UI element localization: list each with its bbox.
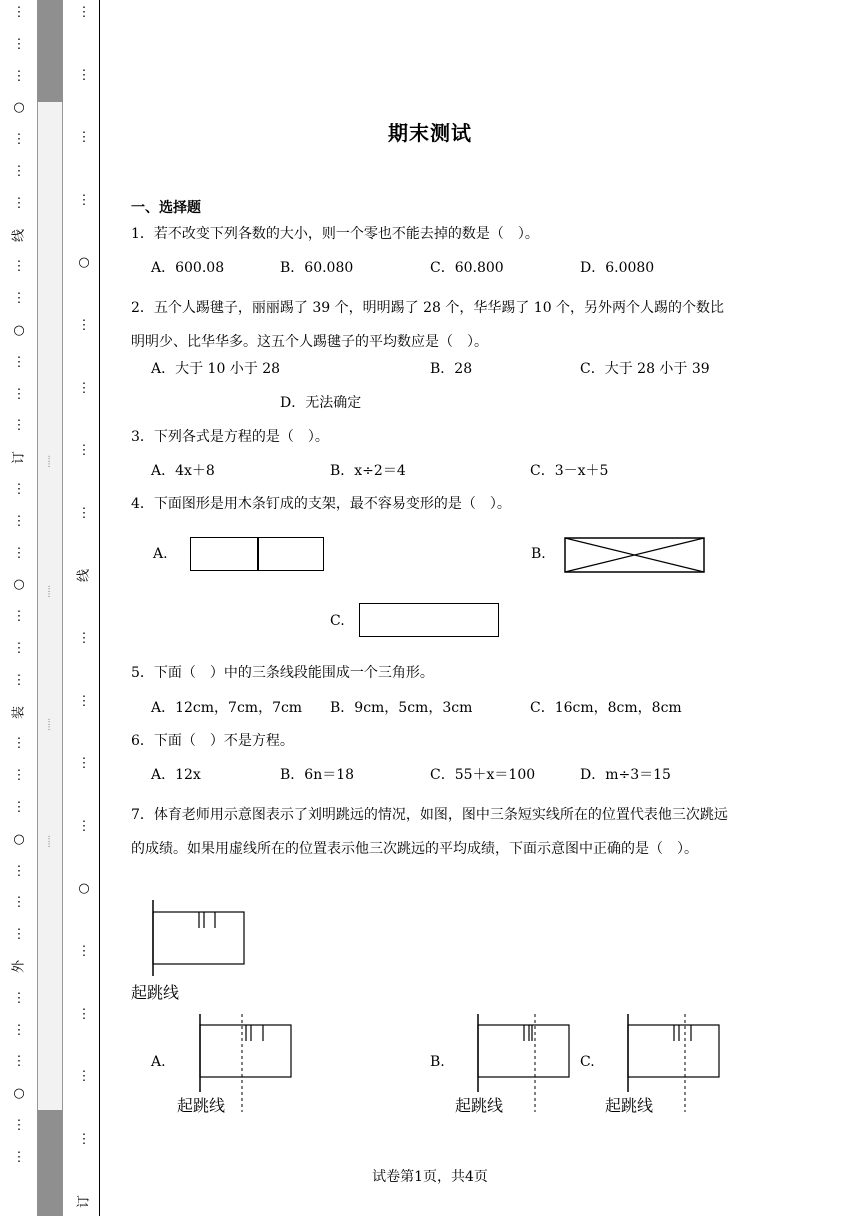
binding-gray-dots: ····· — [44, 835, 53, 848]
q3-option-c: C．3－x＋5 — [530, 463, 609, 479]
binding-dot-mark: ⋮ — [12, 545, 26, 561]
q7-reference-jump-label: 起跳线 — [131, 983, 180, 1002]
q4-frame-a-divider — [257, 538, 259, 570]
binding-dot-mark: ⋮ — [77, 130, 91, 146]
binding-dot-mark: ⋮ — [12, 672, 26, 688]
question-6-stem: 6．下面（ ）不是方程。 — [131, 733, 294, 749]
q5-option-b: B．9cm，5cm，3cm — [330, 700, 473, 716]
binding-char-mark: 装 — [11, 705, 27, 719]
binding-gray-dots: ····· — [44, 718, 53, 731]
question-7-stem: 7．体育老师用示意图表示了刘明跳远的情况，如图，图中三条短实线所在的位置代表他三次跳远的成绩。如果用虚线所在的位置表示他三次跳远的平均成绩，下面示意图中正确的是（ ）。 — [131, 807, 728, 857]
q3-option-a: A．4x＋8 — [151, 463, 215, 479]
q1-option-a: A．600.08 — [151, 260, 225, 276]
binding-dot-mark: ⋮ — [12, 863, 26, 879]
binding-dot-mark: ⋮ — [12, 195, 26, 211]
q2-option-b: B．28 — [430, 361, 473, 377]
binding-dot-mark: ⋮ — [12, 895, 26, 911]
binding-dot-mark: ⋮ — [12, 1118, 26, 1133]
binding-dot-mark: ⋮ — [12, 68, 26, 84]
binding-dark-block-bottom — [37, 1110, 63, 1216]
binding-dot-mark: ⋮ — [77, 505, 91, 521]
binding-dot-mark: ⋮ — [12, 609, 26, 625]
q4-option-a-label: A. — [153, 546, 168, 562]
binding-dot-mark: ⋮ — [12, 354, 26, 370]
binding-dot-mark: ⋮ — [77, 318, 91, 333]
binding-dot-mark: ⋮ — [77, 818, 91, 834]
q4-frame-b — [564, 537, 706, 574]
q7-reference-diagram — [148, 898, 248, 978]
binding-char-mark: 订 — [76, 1195, 92, 1209]
question-3-stem: 3．下列各式是方程的是（ ）。 — [131, 429, 329, 445]
binding-dot-mark: ⋮ — [12, 164, 26, 179]
binding-char-mark: 线 — [76, 569, 92, 583]
binding-dot-mark: ⋮ — [77, 1069, 91, 1085]
binding-gray-band — [37, 0, 63, 1216]
q4-frame-a — [190, 537, 324, 571]
q1-option-c: C．60.800 — [430, 260, 504, 276]
question-2-stem: 2．五个人踢毽子，丽丽踢了 39 个，明明踢了 28 个，华华踢了 10 个，另外两个人踢的个数比明明少、比华华多。这五个人踢毽子的平均数应是（ ）。 — [131, 300, 725, 350]
binding-dot-mark: ⋮ — [12, 736, 26, 752]
q5-option-c: C．16cm，8cm，8cm — [530, 700, 682, 716]
question-4-stem: 4．下面图形是用木条钉成的支架，最不容易变形的是（ ）。 — [131, 496, 511, 512]
q6-option-c: C．55＋x＝100 — [430, 767, 536, 783]
binding-dot-mark: ⋮ — [77, 192, 91, 208]
binding-dot-mark: ⋮ — [12, 1022, 26, 1038]
binding-circle-mark: ○ — [13, 100, 25, 116]
binding-dot-mark: ⋮ — [12, 768, 26, 784]
q2-option-d: D．无法确定 — [280, 395, 362, 411]
binding-dot-mark: ⋮ — [12, 800, 26, 815]
binding-gray-dots: ····· — [44, 455, 53, 468]
binding-dot-mark: ⋮ — [77, 380, 91, 396]
q7-option-a-jump-label: 起跳线 — [177, 1096, 226, 1115]
binding-dot-mark: ⋮ — [77, 944, 91, 959]
q2-option-a: A．大于 10 小于 28 — [151, 361, 281, 377]
q3-option-b: B．x÷2＝4 — [330, 463, 406, 479]
question-5-stem: 5．下面（ ）中的三条线段能围成一个三角形。 — [131, 665, 434, 681]
q1-option-d: D．6.0080 — [580, 260, 655, 276]
binding-circle-mark: ○ — [13, 577, 25, 593]
q4-option-b-label: B. — [531, 546, 546, 562]
binding-char-mark: 订 — [11, 451, 27, 465]
q7-option-c-jump-label: 起跳线 — [605, 1096, 654, 1115]
binding-dot-mark: ⋮ — [77, 693, 91, 709]
binding-dot-mark: ⋮ — [12, 482, 26, 497]
binding-circle-mark: ○ — [78, 881, 90, 897]
q5-option-a: A．12cm，7cm，7cm — [151, 700, 303, 716]
binding-dot-mark: ⋮ — [12, 927, 26, 943]
q6-option-b: B．6n＝18 — [280, 767, 355, 783]
q7-option-c-label: C. — [580, 1054, 595, 1070]
binding-dot-mark: ⋮ — [12, 513, 26, 529]
binding-dot-mark: ⋮ — [12, 5, 26, 20]
binding-dot-mark: ⋮ — [12, 132, 26, 148]
binding-circle-mark: ○ — [78, 255, 90, 271]
q1-option-b: B．60.080 — [280, 260, 354, 276]
q7-option-b-label: B. — [430, 1054, 445, 1070]
binding-circle-mark: ○ — [13, 1086, 25, 1102]
binding-char-mark: 线 — [11, 228, 27, 242]
q4-frame-c — [359, 603, 499, 637]
inner-binding-strip — [64, 0, 100, 1216]
q6-option-d: D．m÷3＝15 — [580, 767, 671, 783]
binding-dot-mark: ⋮ — [77, 631, 91, 646]
binding-gray-dots: ····· — [44, 585, 53, 598]
binding-dot-mark: ⋮ — [12, 1054, 26, 1070]
binding-dot-mark: ⋮ — [12, 1149, 26, 1165]
q7-option-a-label: A. — [151, 1054, 166, 1070]
binding-dot-mark: ⋮ — [77, 756, 91, 772]
binding-dot-mark: ⋮ — [77, 67, 91, 83]
question-1-stem: 1．若不改变下列各数的大小，则一个零也不能去掉的数是（ ）。 — [131, 226, 539, 242]
binding-dot-mark: ⋮ — [12, 641, 26, 656]
binding-dot-mark: ⋮ — [77, 5, 91, 20]
binding-dot-mark: ⋮ — [12, 990, 26, 1006]
binding-dark-block-top — [37, 0, 63, 102]
page-title: 期末测试 — [388, 121, 472, 145]
q6-option-a: A．12x — [151, 767, 201, 783]
binding-circle-mark: ○ — [13, 831, 25, 847]
binding-circle-mark: ○ — [13, 323, 25, 338]
binding-dot-mark: ⋮ — [77, 1131, 91, 1147]
binding-dot-mark: ⋮ — [12, 259, 26, 275]
page-footer: 试卷第1页，共4页 — [372, 1169, 488, 1185]
q7-option-b-jump-label: 起跳线 — [455, 1096, 504, 1115]
binding-char-mark: 外 — [11, 960, 27, 974]
binding-dot-mark: ⋮ — [77, 1006, 91, 1022]
binding-dot-mark: ⋮ — [12, 291, 26, 307]
q2-option-c: C．大于 28 小于 39 — [580, 361, 710, 377]
q4-option-c-label: C. — [330, 613, 345, 629]
binding-dot-mark: ⋮ — [12, 36, 26, 52]
binding-dot-mark: ⋮ — [12, 418, 26, 434]
binding-dot-mark: ⋮ — [77, 443, 91, 459]
section-heading: 一、选择题 — [131, 200, 201, 216]
binding-dot-mark: ⋮ — [12, 386, 26, 402]
